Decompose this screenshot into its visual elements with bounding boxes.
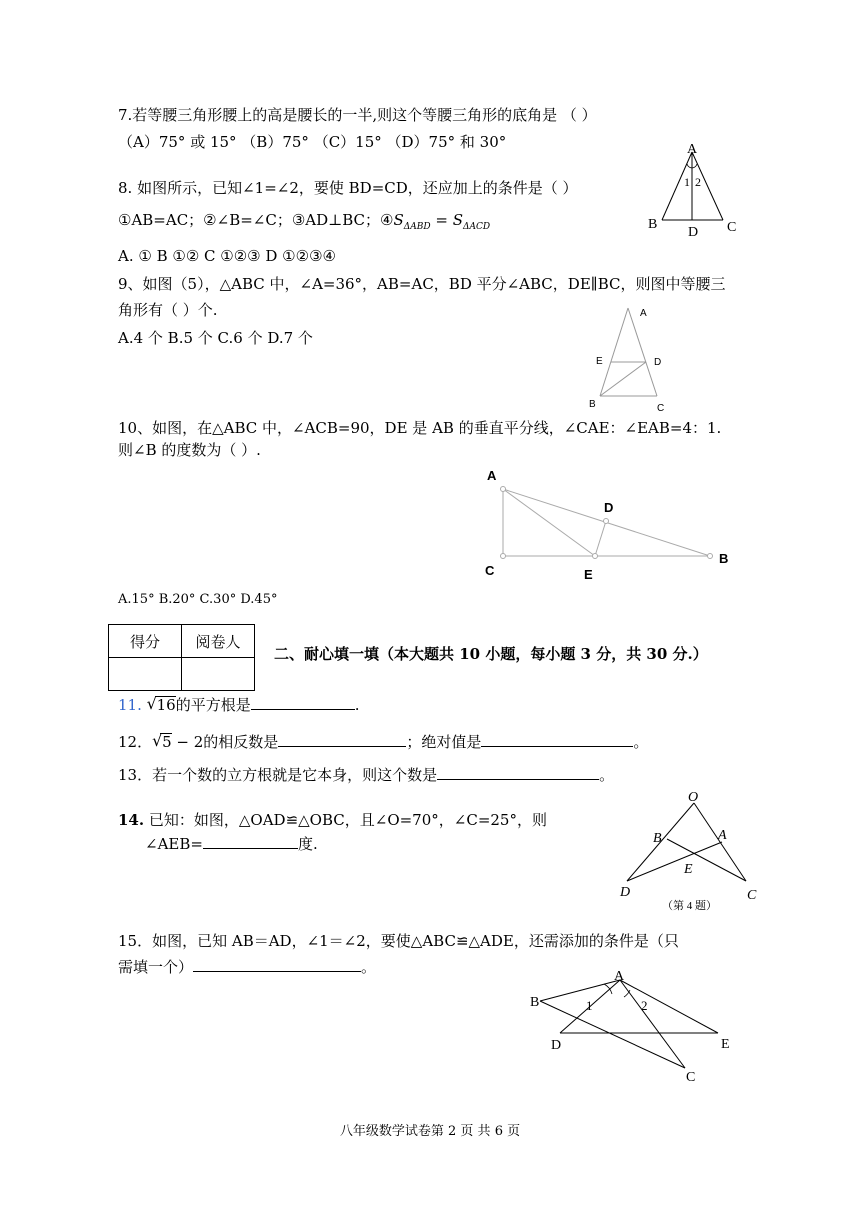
q14-text-2-end: 度. [297, 835, 318, 853]
q9-fig-label-b: B [589, 399, 596, 410]
q15-fig-label-b: B [530, 995, 540, 1010]
section-2-heading: 二、耐心填一填（本大题共 10 小题，每小题 3 分，共 30 分.） [274, 645, 708, 663]
q12-end: 。 [633, 733, 649, 751]
q9-options: A.4 个 B.5 个 C.6 个 D.7 个 [118, 329, 313, 347]
q12-line [118, 732, 648, 752]
q11-end: . [354, 696, 360, 714]
q9-fig-label-c: C [657, 403, 665, 414]
q15-fig-label-a: A [614, 969, 625, 984]
q12-abs-blank[interactable] [481, 732, 633, 747]
q9-figure [585, 300, 685, 415]
q14-line-2 [145, 834, 318, 854]
q9-fig-label-d: D [654, 357, 662, 368]
q15-answer-blank[interactable] [193, 957, 361, 972]
q8-fig-label-c: C [727, 220, 737, 235]
q12-radicand: 5 [162, 733, 172, 751]
q13-line [118, 765, 614, 785]
q11-answer-blank[interactable] [251, 695, 355, 710]
q14-text-2: ∠AEB= [145, 835, 203, 853]
q13-text: 13．若一个数的立方根就是它本身，则这个数是 [118, 766, 438, 784]
q15-fig-label-c: C [686, 1070, 696, 1085]
q12-number: 12． [118, 733, 153, 751]
q8-fig-label-d: D [688, 225, 699, 240]
q8-fig-label-a: A [687, 142, 698, 157]
q8-conditions [118, 210, 490, 237]
q15-figure [520, 962, 750, 1087]
q8-fig-angle-2: 2 [695, 175, 701, 189]
q9-fig-label-a: A [640, 308, 647, 319]
q10-fig-label-b: B [719, 551, 729, 566]
q7-options: （A）75° 或 15° （B）75° （C）15° （D）75° 和 30° [118, 133, 507, 151]
page-footer: 八年级数学试卷第 2 页 共 6 页 [339, 1124, 521, 1139]
q14-fig-label-o: O [688, 790, 699, 805]
q11-line [118, 695, 360, 715]
q8-fig-angle-1: 1 [684, 175, 690, 189]
q8-fig-label-b: B [648, 217, 658, 232]
q8-s1: S [393, 211, 404, 229]
q8-figure [640, 140, 750, 240]
q15-text-1: 15．如图，已知 AB＝AD，∠1＝∠2，要使△ABC≌△ADE，还需添加的条件是（只 [118, 932, 679, 950]
grader-cell [182, 658, 255, 691]
score-header: 得分 [109, 625, 182, 658]
q8-options: A. ① B ①② C ①②③ D ①②③④ [118, 247, 336, 265]
q15-line-2 [118, 957, 376, 977]
q13-end: 。 [599, 766, 615, 784]
q15-text-2: 需填一个） [118, 958, 194, 976]
q14-line-1 [118, 810, 547, 830]
q8-s2: S [452, 211, 463, 229]
q11-text: 的平方根是 [175, 696, 251, 714]
q14-fig-label-d: D [620, 885, 631, 900]
q8-conds-text: ①AB=AC；②∠B=∠C；③AD⊥BC；④ [118, 211, 394, 229]
q12-sqrt: √ 5 [152, 731, 172, 751]
q10-text-2: 则∠B 的度数为（ ）. [118, 441, 261, 459]
q10-options: A.15° B.20° C.30° D.45° [118, 592, 278, 607]
q10-figure [480, 462, 740, 587]
q8-s1-sub: ΔABD [403, 222, 431, 232]
q7-text: 7.若等腰三角形腰上的高是腰长的一半,则这个等腰三角形的底角是 （ ） [118, 106, 597, 124]
q15-fig-label-e: E [721, 1037, 730, 1052]
q10-text-1: 10、如图，在△ABC 中，∠ACB=90，DE 是 AB 的垂直平分线，∠CAE：∠EAB=4：1. [118, 419, 722, 437]
q13-answer-blank[interactable] [437, 765, 599, 780]
q15-fig-label-d: D [551, 1038, 562, 1053]
q14-fig-label-a: A [718, 828, 727, 843]
q15-end: 。 [361, 958, 377, 976]
q9-fig-label-e: E [596, 356, 603, 367]
q15-fig-angle-2: 2 [641, 998, 648, 1013]
q14-figure [610, 785, 770, 915]
q10-fig-label-c: C [485, 563, 495, 578]
q12-after: − 2 [171, 733, 204, 751]
q14-text-1: 已知：如图，△OAD≌△OBC，且∠O=70°，∠C=25°，则 [144, 811, 547, 829]
q15-fig-angle-1: 1 [586, 998, 593, 1013]
q12-text-1: 的相反数是 [203, 733, 279, 751]
q8-s2-sub: ΔACD [463, 222, 491, 232]
q10-fig-label-d: D [604, 500, 614, 515]
q10-fig-label-e: E [584, 567, 593, 582]
q8-eq: = [430, 211, 453, 229]
q10-fig-label-a: A [487, 468, 497, 483]
score-cell [109, 658, 182, 691]
q9-text-1: 9、如图（5），△ABC 中，∠A=36°，AB=AC，BD 平分∠ABC，DE∥BC，则图中等腰三 [118, 275, 726, 293]
q8-text: 8. 如图所示，已知∠1=∠2，要使 BD=CD，还应加上的条件是（ ） [118, 179, 578, 197]
q11-radicand: 16 [156, 696, 176, 714]
q12-opposite-blank[interactable] [278, 732, 406, 747]
q14-number: 14. [118, 811, 145, 829]
score-table [108, 624, 255, 691]
grader-header: 阅卷人 [182, 625, 255, 658]
q14-fig-caption: （第 4 题） [662, 900, 717, 912]
q12-text-2: ；绝对值是 [406, 733, 482, 751]
q14-fig-label-b: B [653, 831, 662, 846]
q9-text-2: 角形有（ ）个. [118, 301, 218, 319]
q14-fig-label-c: C [747, 888, 757, 903]
q14-fig-label-e: E [684, 862, 693, 877]
q14-answer-blank[interactable] [203, 834, 298, 849]
q11-number: 11. [118, 696, 142, 714]
q11-sqrt: √ 16 [146, 694, 176, 714]
